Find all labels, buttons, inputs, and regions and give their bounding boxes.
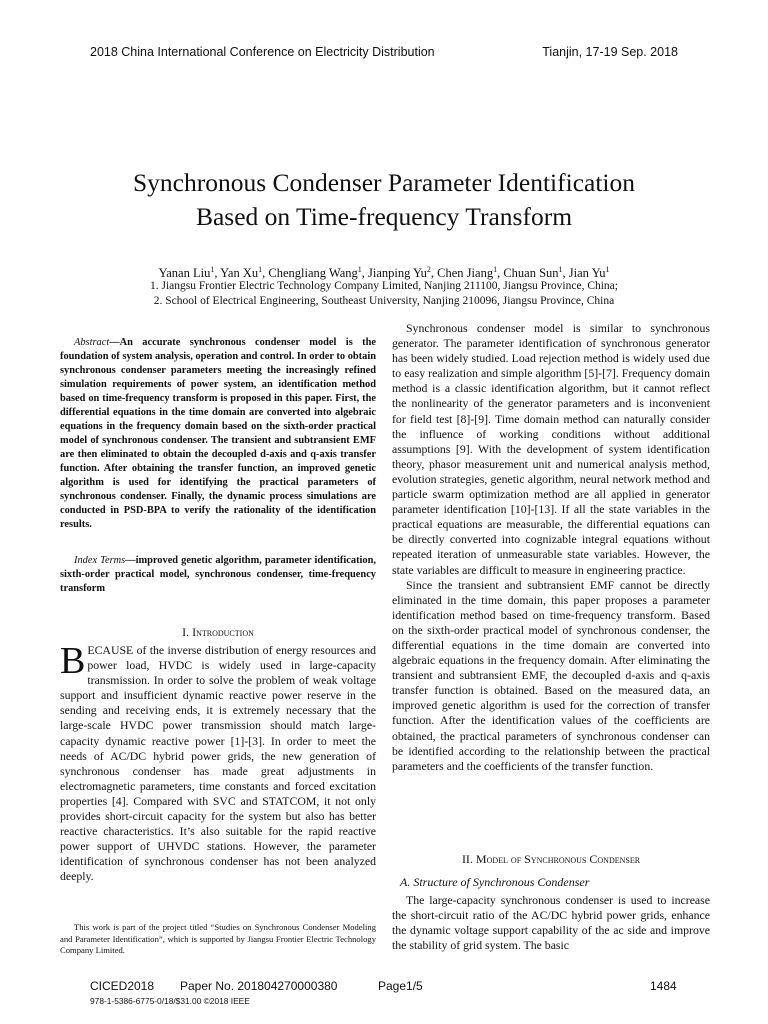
- index-terms-label: Index Terms: [74, 555, 126, 566]
- author-affiliation-mark: 1: [357, 265, 362, 274]
- subsection-heading-structure: A. Structure of Synchronous Condenser: [400, 875, 590, 889]
- author-name: Yan Xu: [220, 266, 259, 281]
- author-affiliation-mark: 2: [426, 265, 431, 274]
- section-heading-model: II. Model of Synchronous Condenser: [461, 852, 641, 866]
- author-affiliation-mark: 1: [558, 265, 563, 274]
- drop-cap: B: [60, 640, 86, 682]
- paper-title-line-1: Synchronous Condenser Parameter Identification: [132, 168, 636, 197]
- author-name: Chen Jiang: [437, 266, 494, 281]
- author-name: Jian Yu: [568, 266, 606, 281]
- footer-conference: CICED2018: [90, 979, 155, 993]
- author-name: Jianping Yu: [368, 266, 427, 281]
- index-terms: [60, 554, 376, 596]
- author-name: Chengliang Wang: [268, 266, 358, 281]
- footer-isbn: 978-1-5386-6775-0/18/$31.00 ©2018 IEEE: [90, 996, 250, 1006]
- author-name: Chuan Sun: [503, 266, 559, 281]
- author-name: Yanan Liu: [158, 266, 211, 281]
- section-heading-introduction: I. Introduction: [182, 625, 254, 639]
- author-affiliation-mark: 1: [258, 265, 263, 274]
- running-header-location-date: Tianjin, 17-19 Sep. 2018: [542, 45, 678, 59]
- abstract-text: —An accurate synchronous condenser model is the foundation of system analysis, operation and control. In order to obtain synchronous condenser parameters meeting the increasingly refined simulation requirements of power system, an identification method based on time-frequency transform is proposed in this paper. First, the differential equations in the time domain are converted into algebraic equations in the frequency domain based on the sixth-order practical model of synchronous condenser. The transient and subtransient EMF are then eliminated to obtain the decoupled d-axis and q-axis transfer function. After obtaining the transfer function, an improved genetic algorithm is used for identifying the practical parameters of synchronous condenser. Finally, the dynamic process simulations are conducted in PSD-BPA to verify the rationality of the identification results.: [60, 337, 376, 530]
- section2-body: [392, 893, 710, 953]
- abstract-label: Abstract: [74, 337, 110, 348]
- footer-page-number: 1484: [650, 979, 677, 993]
- introduction-body: [60, 640, 376, 885]
- right-column-body: [392, 321, 710, 774]
- author-affiliation-mark: 1: [210, 265, 215, 274]
- paper-title: [0, 166, 768, 234]
- right-paragraph-2: Since the transient and subtransient EMF cannot be directly eliminated in the time domain, this paper proposes a parameter identification method based on time-frequency transform. Based on the sixth-order practical model of synchronous condenser, the differential equations in the time domain are converted into algebraic equations in the frequency domain. After eliminating the transient and subtransient EMF, the decoupled d-axis and q-axis transfer function is obtained. Based on the measured data, an improved genetic algorithm is used for the correction of transfer function. After the identification values of the coefficients are obtained, the practical parameters of synchronous condenser can be identified according to the relationship between the practical parameters and the coefficients of the transfer function.: [392, 577, 710, 773]
- right-paragraph-1: Synchronous condenser model is similar to synchronous generator. The parameter identification of synchronous generator has been widely studied. Load rejection method is widely used due to easy realization and simple algorithm [5]-[7]. Frequency domain method is a classic identification algorithm, but it cannot reflect the nonlinearity of the generator parameters and is inconvenient for field test [8]-[9]. Time domain method can naturally consider the influence of working conditions without additional assumptions [9]. With the development of system identification theory, phasor measurement unit and numerical analysis method, evolution strategies, genetic algorithm, neural network method and particle swarm optimization method are all applied in generator parameter identification [10]-[13]. If all the state variables in the practical equations are measurable, the differential equations can be directly converted into cognizable integral equations without repeated iteration of unmeasurable state variables. However, the state variables are difficult to measure in engineering practice.: [392, 321, 710, 577]
- affiliation-2: 2. School of Electrical Engineering, Southeast University, Nanjing 210096, Jiangsu Province, China: [153, 295, 615, 307]
- affiliation-1: 1. Jiangsu Frontier Electric Technology Company Limited, Nanjing 211100, Jiangsu Province, China;: [150, 280, 618, 292]
- author-affiliation-mark: 1: [605, 265, 610, 274]
- abstract: [60, 336, 376, 532]
- author-list: Yanan Liu$^1$, Yan Xu$^1$, Chengliang Wang$^1$, Jianping Yu$^2$, Chen Jiang$^1$, Chuan Sun$^1$, Jian Yu$^1$: [158, 265, 610, 281]
- footer-page: Page1/5: [378, 979, 423, 993]
- introduction-text: ECAUSE of the inverse distribution of energy resources and power load, HVDC is widely used in large-capacity transmission. In order to solve the problem of weak voltage support and insufficient dynamic reactive power reserve in the sending and receiving ends, it is extremely necessary that the large-scale HVDC power transmission should match large-capacity dynamic reactive power [1]-[3]. In order to meet the needs of AC/DC hybrid power grids, the new generation of synchronous condenser has made great adjustments in electromagnetic parameters, time constants and forced excitation properties [4]. Compared with SVC and STATCOM, it not only provides short-circuit capacity for the system but also has better reactive characteristics. It’s also suitable for the rapid reactive power support of UHVDC stations. However, the parameter identification of synchronous condenser has not been analyzed deeply.: [60, 643, 376, 884]
- index-terms-text: —improved genetic algorithm, parameter identification, sixth-order practical model, synchronous condenser, time-frequency transform: [60, 555, 376, 594]
- author-affiliation-mark: 1: [493, 265, 498, 274]
- paper-title-line-2: Based on Time-frequency Transform: [195, 202, 573, 231]
- right-paragraph-3: The large-capacity synchronous condenser is used to increase the short-circuit ratio of the AC/DC hybrid power grids, enhance the dynamic voltage support capability of the ac side and improve the stability of grid system. The basic: [392, 893, 710, 953]
- footer-paper-number: Paper No. 201804270000380: [180, 979, 338, 993]
- running-header-conference: 2018 China International Conference on Electricity Distribution: [90, 45, 435, 59]
- funding-footnote: This work is part of the project titled “Studies on Synchronous Condenser Modeling and Parameter Identification”, which is supported by Jiangsu Frontier Electric Technology Company Limited.: [60, 922, 376, 955]
